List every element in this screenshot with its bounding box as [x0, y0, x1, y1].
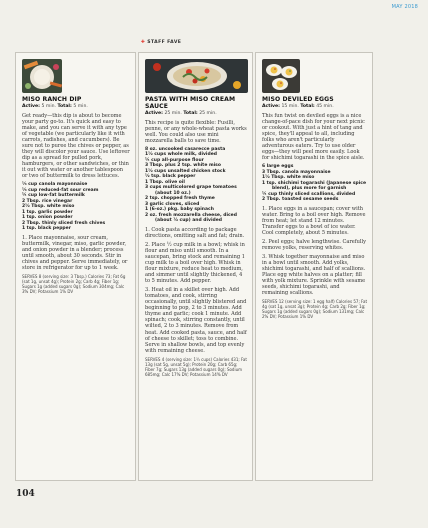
ingredient-item: ⅓ cup canola mayonnaise: [22, 182, 88, 188]
ingredient-list: [262, 164, 367, 203]
ingredient-item: 1 (6-oz.) pkg. baby spinach: [145, 207, 214, 213]
staff-fave-label: STAFF FAVE: [147, 40, 182, 45]
recipe-title: PASTA WITH MISO CREAM SAUCE: [145, 96, 236, 110]
recipe-time: Active: 25 min. Total: 25 min.: [145, 110, 217, 116]
ingredient-item: ⅓ cup reduced-fat sour cream: [22, 187, 99, 193]
ingredient-item: 2½ Tbsp. white miso: [22, 204, 75, 210]
recipe-step: 2. Peel eggs; halve lengthwise. Carefully remove yolks, reserving whites.: [262, 238, 366, 251]
ingredient-item: 6 large eggs: [262, 164, 294, 170]
ingredient-list: [145, 147, 247, 224]
ingredient-item: 2 Tbsp. thinly sliced fresh chives: [22, 220, 106, 226]
recipe-photo-pasta: [145, 59, 248, 93]
ingredient-item: 2 oz. fresh mozzarella cheese, diced (about ½ cup) and divided: [145, 212, 237, 224]
ingredient-item: ½ tsp. black pepper: [145, 174, 196, 180]
issue-date: MAY 2018: [391, 4, 418, 10]
recipe-step: 1. Place eggs in a saucepan; cover with water. Bring to a boil over high. Remove from heat; let stand 12 minutes. Transfer eggs to a bowl of ice water. Cool completely, about 5 minutes.: [262, 205, 366, 236]
recipe-step: 1. Cook pasta according to package directions, omitting salt and fat; drain.: [145, 226, 245, 239]
recipe-time: Active: 5 min. Total: 5 min.: [22, 103, 88, 109]
staff-fave-badge: [141, 40, 181, 45]
ingredient-item: 1½ cups unsalted chicken stock: [145, 168, 226, 174]
ingredient-item: 3 Tbsp. plus 2 tsp. white miso: [145, 163, 221, 169]
ingredient-item: 1 tsp. shichimi togarashi (Japanese spice blend), plus more for garnish: [262, 180, 367, 192]
nutrition-info: SERVES 8 (serving size: 3 Tbsp.) Calories 73; Fat 6g (sat 1g, unsat 4g); Protein 2g; Carb 4g; Fiber 1g; Sugars 1g (added sugars 0g); Sodium 304mg; Calc 3% DV; Potassium 1% DV: [22, 274, 126, 295]
recipe-step: 3. Heat oil in a skillet over high. Add tomatoes, and cook, stirring occasionally, until slightly blistered and beginning to pop, 2 to 3 minutes. Add thyme and garlic; cook 1 minute. Add spinach; cook, stirring constantly, until wilted, 2 to 3 minutes. Remove from heat. Add cooked pasta, sauce, and half of cheese to skillet; toss to combine. Serve in shallow bowls, and top evenly with remaining cheese.: [145, 287, 247, 354]
recipe-intro: This recipe is quite flexible: Fusilli, penne, or any whole-wheat pasta works well. You could also use mini mozzarella balls to save time.: [145, 119, 247, 144]
recipe-title: MISO RANCH DIP: [22, 96, 82, 103]
recipe-step: 3. Whisk together mayonnaise and miso in a bowl until smooth. Add yolks, shichimi togarashi, and half of scallions. Place egg white halves on a platter; fill with yolk mixture. Sprinkle with sesame seeds, shichimi togarashi, and remaining scallions.: [262, 254, 366, 297]
recipe-photo-dip: [22, 59, 62, 93]
ingredient-item: ¼ cup all-purpose flour: [145, 157, 204, 163]
ingredient-item: 1 tsp. onion powder: [22, 215, 73, 221]
recipe-intro: Get ready—this dip is about to become your party go-to. It's quick and easy to make, and you can serve it with any type of vegetable (we particularly like it with carrots, radishes, and cucumbers). Be sure not to puree the chives or pepper, as they will discolor your sauce. Use leftover dip as a spread for pulled pork, hamburgers, or other sandwiches, or thin it out with water or another tablespoon or two of buttermilk to dress lettuces.: [22, 112, 130, 180]
ingredient-item: 1 tsp. black pepper: [22, 226, 71, 232]
nutrition-info: SERVES 4 (serving size: 1¾ cups) Calories 431; Fat 13g (sat 5g, unsat 5g); Protein 20g; Carb 65g; Fiber 7g; Sugars 13g (added sugars 0g); Sodium 685mg; Calc 17% DV; Potassium 14% DV: [145, 356, 247, 377]
ingredient-item: 1½ Tbsp. white miso: [262, 175, 315, 181]
ingredient-item: 3 garlic cloves, sliced: [145, 201, 200, 207]
ingredient-item: 2 Tbsp. rice vinegar: [22, 198, 73, 204]
ingredient-item: 1 tsp. garlic powder: [22, 209, 73, 215]
ingredient-item: 1 Tbsp. olive oil: [145, 179, 185, 185]
recipe-title: MISO DEVILED EGGS: [262, 96, 334, 103]
ingredient-item: 2 Tbsp. toasted sesame seeds: [262, 197, 339, 203]
recipe-step: 1. Place mayonnaise, sour cream, buttermilk, vinegar, miso, garlic powder, and onion powder in a blender; process until smooth, about 30 seconds. Stir in chives and pepper. Serve immediately, or store in refrigerator for up to 1 week.: [22, 234, 128, 272]
ingredient-item: ¼ cup thinly sliced scallions, divided: [262, 191, 356, 197]
ingredient-item: ¼ cup low-fat buttermilk: [22, 193, 85, 199]
ingredient-item: 3 Tbsp. canola mayonnaise: [262, 169, 331, 175]
recipe-step: 2. Place ½ cup milk in a bowl; whisk in flour and miso until smooth. In a saucepan, bring stock and remaining 1 cup milk to a boil over high. Whisk in flour mixture, reduce heat to medium, and simmer until slightly thickened, 4 to 5 minutes. Add pepper.: [145, 241, 245, 285]
recipe-card-miso-deviled-eggs: [255, 52, 373, 481]
recipe-card-miso-ranch-dip: [15, 52, 136, 481]
ingredient-item: 3 cups multicolored grape tomatoes (about 10 oz.): [145, 185, 237, 196]
recipe-card-pasta-miso-cream: [138, 52, 253, 481]
ingredient-item: 8 oz. uncooked casarecce pasta: [145, 146, 226, 152]
ingredient-item: 2 tsp. chopped fresh thyme: [145, 196, 215, 202]
recipe-photo-eggs: [262, 59, 300, 93]
ingredient-item: 1½ cups whole milk, divided: [145, 152, 217, 158]
nutrition-info: SERVES 12 (serving size: 1 egg half) Calories 57; Fat 4g (sat 1g, unsat 3g); Protein 4g; Carb 2g; Fiber 1g; Sugars 1g (added sugars 0g); Sodium 131mg; Calc 2% DV; Potassium 1% DV: [262, 299, 368, 320]
page-number: 104: [16, 489, 35, 499]
ingredient-list: [22, 182, 130, 232]
recipe-time: Active: 15 min. Total: 45 min.: [262, 103, 334, 109]
star-icon: ✚: [141, 40, 146, 45]
recipe-intro: This fun twist on deviled eggs is a nice change-of-pace dish for your next picnic or cookout. With just a hint of tang and spice, they'll appeal to all, including folks who aren't particularly adventurous eaters. Try to use older eggs—they will peel more easily. Look for shichimi togarashi in the spice aisle.: [262, 112, 365, 162]
